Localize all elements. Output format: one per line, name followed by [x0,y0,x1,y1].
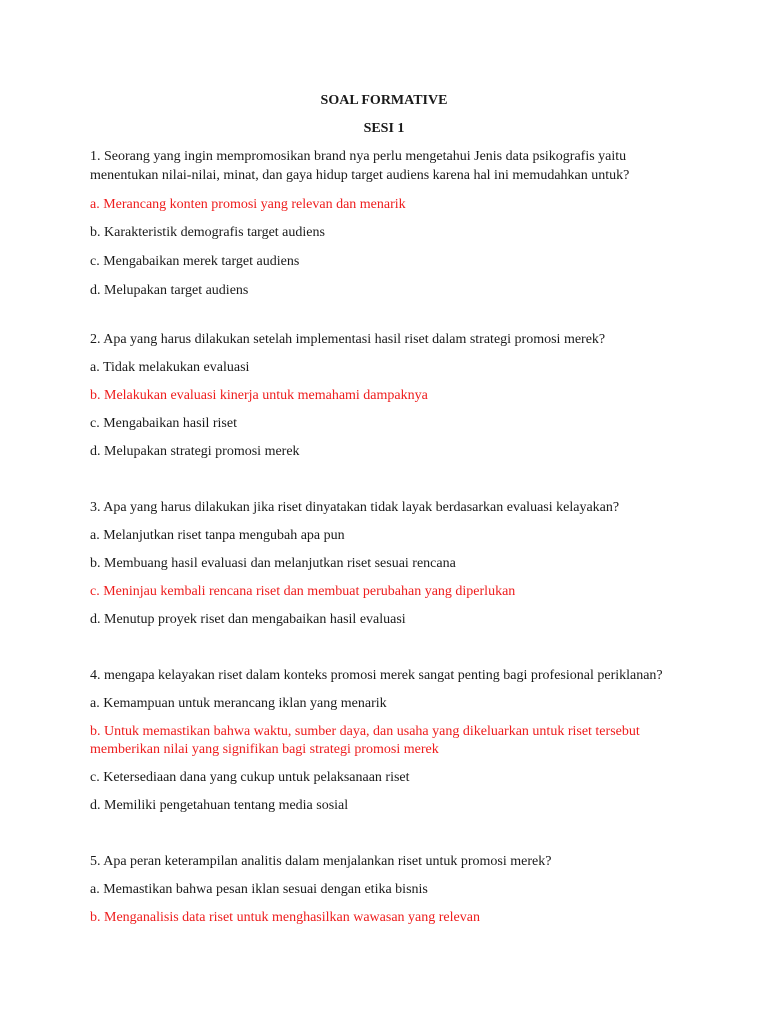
question-2-option-d: d. Melupakan strategi promosi merek [90,444,300,459]
question-4-option-b-cont: memberikan nilai yang signifikan bagi strategi promosi merek [90,742,439,757]
question-4-option-b: b. Untuk memastikan bahwa waktu, sumber daya, dan usaha yang dikeluarkan untuk riset tersebut [90,724,640,739]
question-2-option-a: a. Tidak melakukan evaluasi [90,360,250,375]
question-1-option-d: d. Melupakan target audiens [90,283,249,298]
question-1-text-cont: menentukan nilai-nilai, minat, dan gaya hidup target audiens karena hal ini memudahkan untuk? [90,168,630,183]
question-5-text: 5. Apa peran keterampilan analitis dalam menjalankan riset untuk promosi merek? [90,854,552,869]
question-1-option-c: c. Mengabaikan merek target audiens [90,254,300,269]
question-1-text: 1. Seorang yang ingin mempromosikan brand nya perlu mengetahui Jenis data psikografis yaitu [90,149,627,164]
question-5-option-b: b. Menganalisis data riset untuk menghasilkan wawasan yang relevan [90,910,480,925]
question-1-option-b: b. Karakteristik demografis target audiens [90,225,325,240]
question-5-option-a: a. Memastikan bahwa pesan iklan sesuai dengan etika bisnis [90,882,428,897]
session-title: SESI 1 [363,121,405,136]
question-4-option-c: c. Ketersediaan dana yang cukup untuk pelaksanaan riset [90,770,410,785]
question-3-option-c: c. Meninjau kembali rencana riset dan membuat perubahan yang diperlukan [90,584,516,599]
question-4-option-d: d. Memiliki pengetahuan tentang media sosial [90,798,349,813]
document-title: SOAL FORMATIVE [320,93,448,108]
question-2-option-b: b. Melakukan evaluasi kinerja untuk memahami dampaknya [90,388,428,403]
question-3-option-b: b. Membuang hasil evaluasi dan melanjutkan riset sesuai rencana [90,556,456,571]
question-2-option-c: c. Mengabaikan hasil riset [90,416,237,431]
question-4-option-a: a. Kemampuan untuk merancang iklan yang menarik [90,696,387,711]
question-3-option-a: a. Melanjutkan riset tanpa mengubah apa pun [90,528,345,543]
question-4-text: 4. mengapa kelayakan riset dalam konteks promosi merek sangat penting bagi profesional periklanan? [90,668,663,683]
question-3-option-d: d. Menutup proyek riset dan mengabaikan hasil evaluasi [90,612,406,627]
question-3-text: 3. Apa yang harus dilakukan jika riset dinyatakan tidak layak berdasarkan evaluasi kelayakan? [90,500,620,515]
question-1-option-a: a. Merancang konten promosi yang relevan dan menarik [90,197,406,212]
question-2-text: 2. Apa yang harus dilakukan setelah implementasi hasil riset dalam strategi promosi merek? [90,332,606,347]
